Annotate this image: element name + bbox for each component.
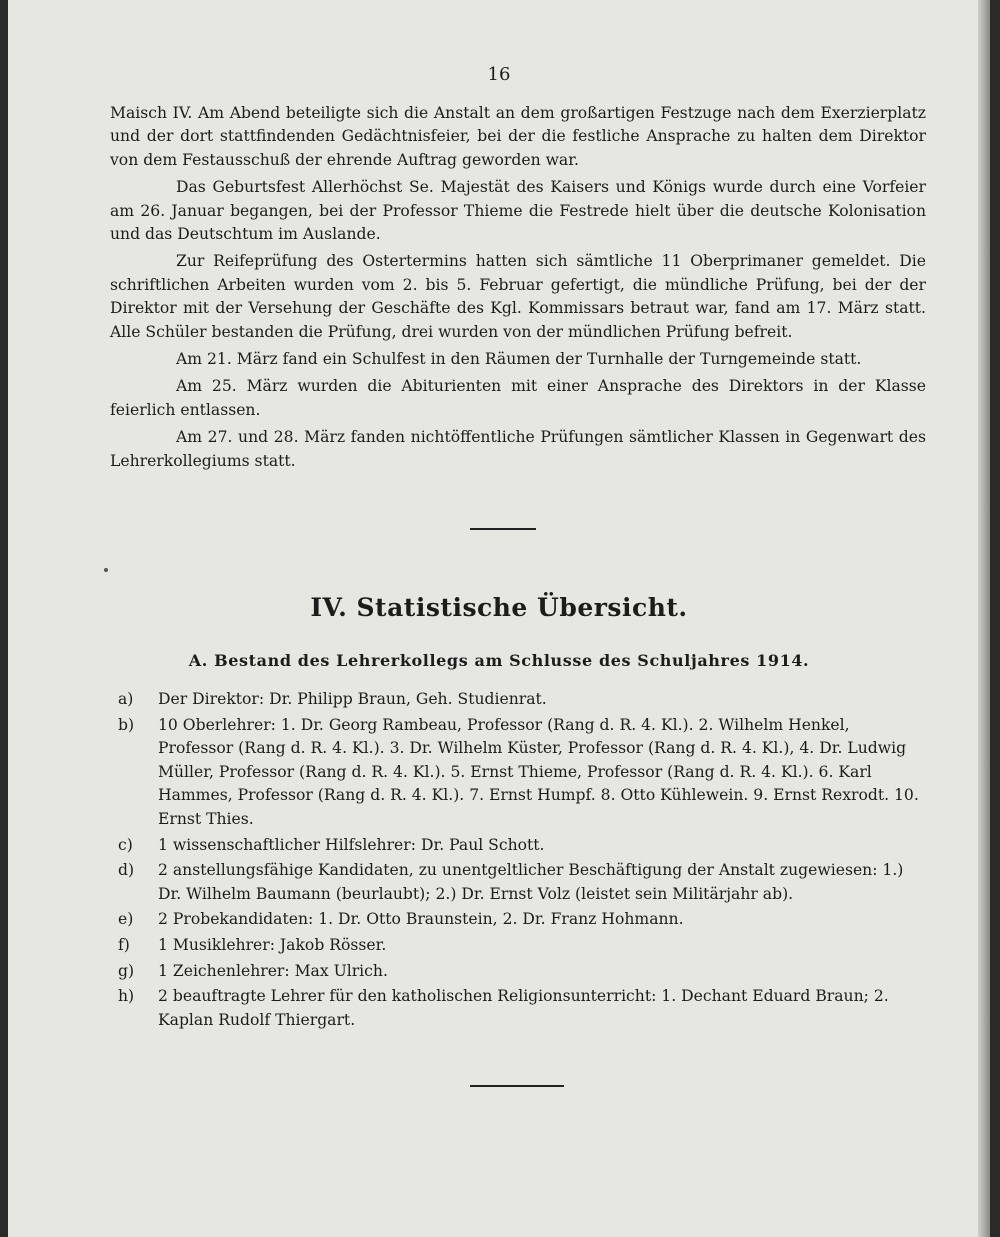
paragraph: Maisch IV. Am Abend beteiligte sich die Anstalt an dem großartigen Festzuge nach dem Exerzierplatz und der dort stattfindenden Gedächtnisfeier, bei der die festliche Ansprache zu halten dem Direktor von dem Festausschuß der ehrende Auftrag geworden war.	[110, 104, 926, 169]
paragraph: Am 21. März fand ein Schulfest in den Räumen der Turnhalle der Turngemeinde statt.	[176, 350, 862, 369]
page-number: 16	[487, 64, 511, 85]
list-item	[118, 834, 926, 858]
paragraph: Am 25. März wurden die Abiturienten mit einer Ansprache des Direktors in der Klasse feierlich entlassen.	[110, 377, 926, 419]
body-text	[110, 102, 926, 477]
list-item	[118, 908, 926, 932]
list-marker: e)	[118, 910, 134, 929]
list-item	[118, 688, 926, 712]
list-item	[118, 934, 926, 958]
section-divider	[470, 1085, 564, 1087]
scan-speck	[104, 568, 108, 572]
list-item	[118, 859, 926, 906]
list-marker: a)	[118, 690, 134, 708]
list-marker: h)	[118, 987, 135, 1006]
list-item	[118, 714, 926, 832]
list-item-text: 1 Zeichenlehrer: Max Ulrich.	[158, 961, 388, 980]
paragraph: Am 27. und 28. März fanden nichtöffentliche Prüfungen sämtlicher Klassen in Gegenwart des Lehrerkollegiums statt.	[110, 428, 926, 470]
list-item	[118, 985, 926, 1032]
list-item-text: 2 beauftragte Lehrer für den katholischen Religionsunterricht: 1. Dechant Eduard Braun; 2. Kaplan Rudolf Thiergart.	[158, 987, 889, 1029]
paragraph: Das Geburtsfest Allerhöchst Se. Majestät des Kaisers und Königs wurde durch eine Vorfeier am 26. Januar begangen, bei der Professor Thieme die Festrede hielt über die deutsche Kolonisation und das Deutschtum im Auslande.	[110, 178, 926, 244]
list-item	[118, 960, 926, 984]
list-marker: d)	[118, 861, 135, 880]
list-marker: f)	[118, 935, 130, 954]
section-title: IV. Statistische Übersicht.	[310, 593, 688, 622]
list-item-text: 1 Musiklehrer: Jakob Rösser.	[158, 935, 387, 954]
section-divider	[470, 528, 536, 530]
list-item-text: Der Direktor: Dr. Philipp Braun, Geh. Studienrat.	[158, 690, 547, 708]
list-marker: g)	[118, 961, 135, 980]
list-item-text: 2 anstellungsfähige Kandidaten, zu unentgeltlicher Beschäftigung der Anstalt zugewiesen: 1.) Dr. Wilhelm Baumann (beurlaubt); 2.) Dr. Ernst Volz (leistet sein Militärjahr ab).	[158, 861, 904, 903]
list-marker: b)	[118, 715, 135, 734]
subsection-title: A. Bestand des Lehrerkollegs am Schlusse des Schuljahres 1914.	[188, 651, 810, 670]
list-item-text: 10 Oberlehrer: 1. Dr. Georg Rambeau, Professor (Rang d. R. 4. Kl.). 2. Wilhelm Henkel, Professor (Rang d. R. 4. Kl.). 3. Dr. Wilhelm Küster, Professor (Rang d. R. 4. Kl.), 4. Dr. Ludwig Müller, Professor (Rang d. R. 4. Kl.). 5. Ernst Thieme, Professor (Rang d. R. 4. Kl.). 6. Karl Hammes, Professor (Rang d. R. 4. Kl.). 7. Ernst Humpf. 8. Otto Kühlewein. 9. Ernst Rexrodt. 10. Ernst Thies.	[158, 715, 919, 828]
staff-list	[118, 688, 926, 1034]
list-item-text: 1 wissenschaftlicher Hilfslehrer: Dr. Paul Schott.	[158, 835, 545, 854]
paragraph: Zur Reifeprüfung des Ostertermins hatten sich sämtliche 11 Oberprimaner gemeldet. Die schriftlichen Arbeiten wurden vom 2. bis 5. Februar gefertigt, die mündliche Prüfung, bei der der Direktor mit der Versehung der Geschäfte des Kgl. Kommissars betraut war, fand am 17. März statt. Alle Schüler bestanden die Prüfung, drei wurden von der mündlichen Prüfung befreit.	[110, 252, 926, 341]
document-page	[8, 0, 990, 1237]
list-item-text: 2 Probekandidaten: 1. Dr. Otto Braunstein, 2. Dr. Franz Hohmann.	[158, 910, 684, 929]
list-marker: c)	[118, 835, 133, 854]
